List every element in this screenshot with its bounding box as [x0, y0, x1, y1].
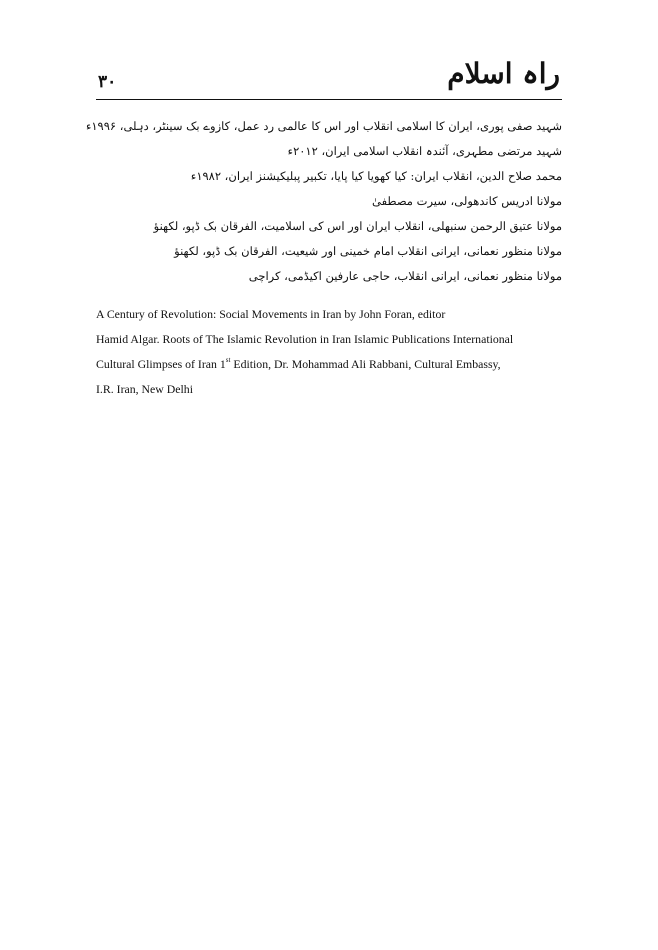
urdu-reference-item: شہید مرتضی مطہری، آئندہ انقلاب اسلامی ایران، ۲۰۱۲ء [287, 144, 562, 158]
urdu-reference-list [85, 114, 562, 289]
urdu-reference-item: مولانا ادریس کاندھولی، سیرت مصطفیٰ [372, 194, 562, 208]
reference-text: Cultural Glimpses of Iran 1 [96, 357, 226, 371]
urdu-reference-item: مولانا عتیق الرحمن سنبھلی، انقلاب ایران اور اس کی اسلامیت، الفرقان بک ڈپو، لکھنؤ [153, 219, 562, 233]
english-reference-item: Hamid Algar. Roots of The Islamic Revolution in Iran Islamic Publications International [96, 332, 514, 346]
urdu-reference-item: محمد صلاح الدین، انقلاب ایران: کیا کھویا کیا پایا، تکبیر پبلیکیشنز ایران، ۱۹۸۲ء [190, 169, 562, 183]
header-rule [96, 99, 562, 100]
english-reference-item: A Century of Revolution: Social Movements in Iran by John Foran, editor [96, 307, 446, 321]
journal-title: راہ اسلام [447, 57, 560, 90]
english-reference-item [96, 352, 566, 377]
urdu-reference-item: مولانا منظور نعمانی، ایرانی انقلاب امام خمینی اور شیعیت، الفرقان بک ڈپو، لکھنؤ [174, 244, 562, 258]
ordinal-superscript: st [225, 356, 231, 364]
page-number: ۳۰ [98, 72, 117, 92]
urdu-reference-item: شہید صفی پوری، ایران کا اسلامی انقلاب اور اس کا عالمی رد عمل، کازوے بک سینٹر، دہلی، ۱۹۹۶ء [85, 119, 562, 133]
english-reference-item: I.R. Iran, New Delhi [96, 382, 193, 396]
reference-text: Edition, Dr. Mohammad Ali Rabbani, Cultural Embassy, [230, 357, 501, 371]
page-header [96, 58, 562, 98]
english-reference-list [96, 302, 566, 402]
urdu-reference-item: مولانا منظور نعمانی، ایرانی انقلاب، حاجی عارفین اکیڈمی، کراچی [248, 269, 562, 283]
